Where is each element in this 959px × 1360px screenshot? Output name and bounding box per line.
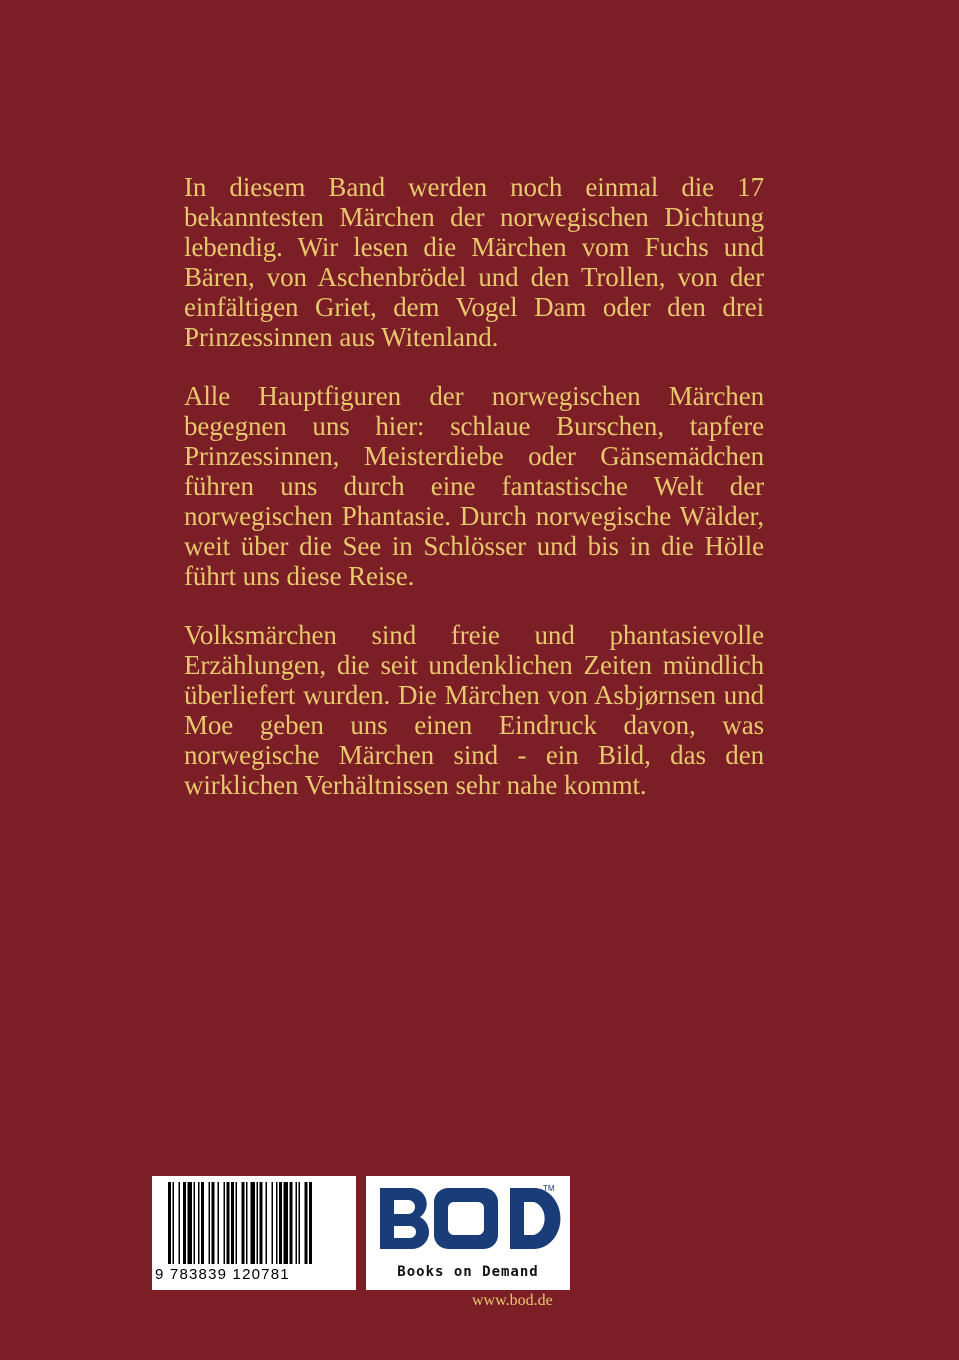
blurb-paragraph-2: Alle Hauptfiguren der norwegischen Märchen begegnen uns hier: schlaue Burschen, tapfere Prinzessinnen, Meisterdiebe oder Gänsemädchen führen uns durch eine fantastische Welt der norwegischen Phantasie. Durch norwegische Wälder, weit über die See in Schlösser und bis in die Hölle führt uns diese Reise.: [184, 381, 764, 591]
trademark-mark: TM: [543, 1184, 555, 1193]
isbn-number: 9 783839 120781: [155, 1266, 290, 1283]
back-cover-blurb: [184, 172, 764, 829]
blurb-paragraph-1: In diesem Band werden noch einmal die 17 bekanntesten Märchen der norwegischen Dichtung lebendig. Wir lesen die Märchen vom Fuchs und Bären, von Aschenbrödel und den Trollen, von der einfältigen Griet, dem Vogel Dam oder den drei Prinzessinnen aus Witenland.: [184, 172, 764, 352]
publisher-logo: [366, 1176, 570, 1290]
blurb-paragraph-3: Volksmärchen sind freie und phantasievolle Erzählungen, die seit undenklichen Zeiten mündlich überliefert wurden. Die Märchen von Asbjørnsen und Moe geben uns einen Eindruck davon, was norwegische Märchen sind - ein Bild, das den wirklichen Verhältnissen sehr nahe kommt.: [184, 620, 764, 800]
isbn-barcode: [152, 1176, 356, 1290]
publisher-tagline: Books on Demand: [397, 1264, 539, 1280]
publisher-website: www.bod.de: [472, 1292, 553, 1309]
